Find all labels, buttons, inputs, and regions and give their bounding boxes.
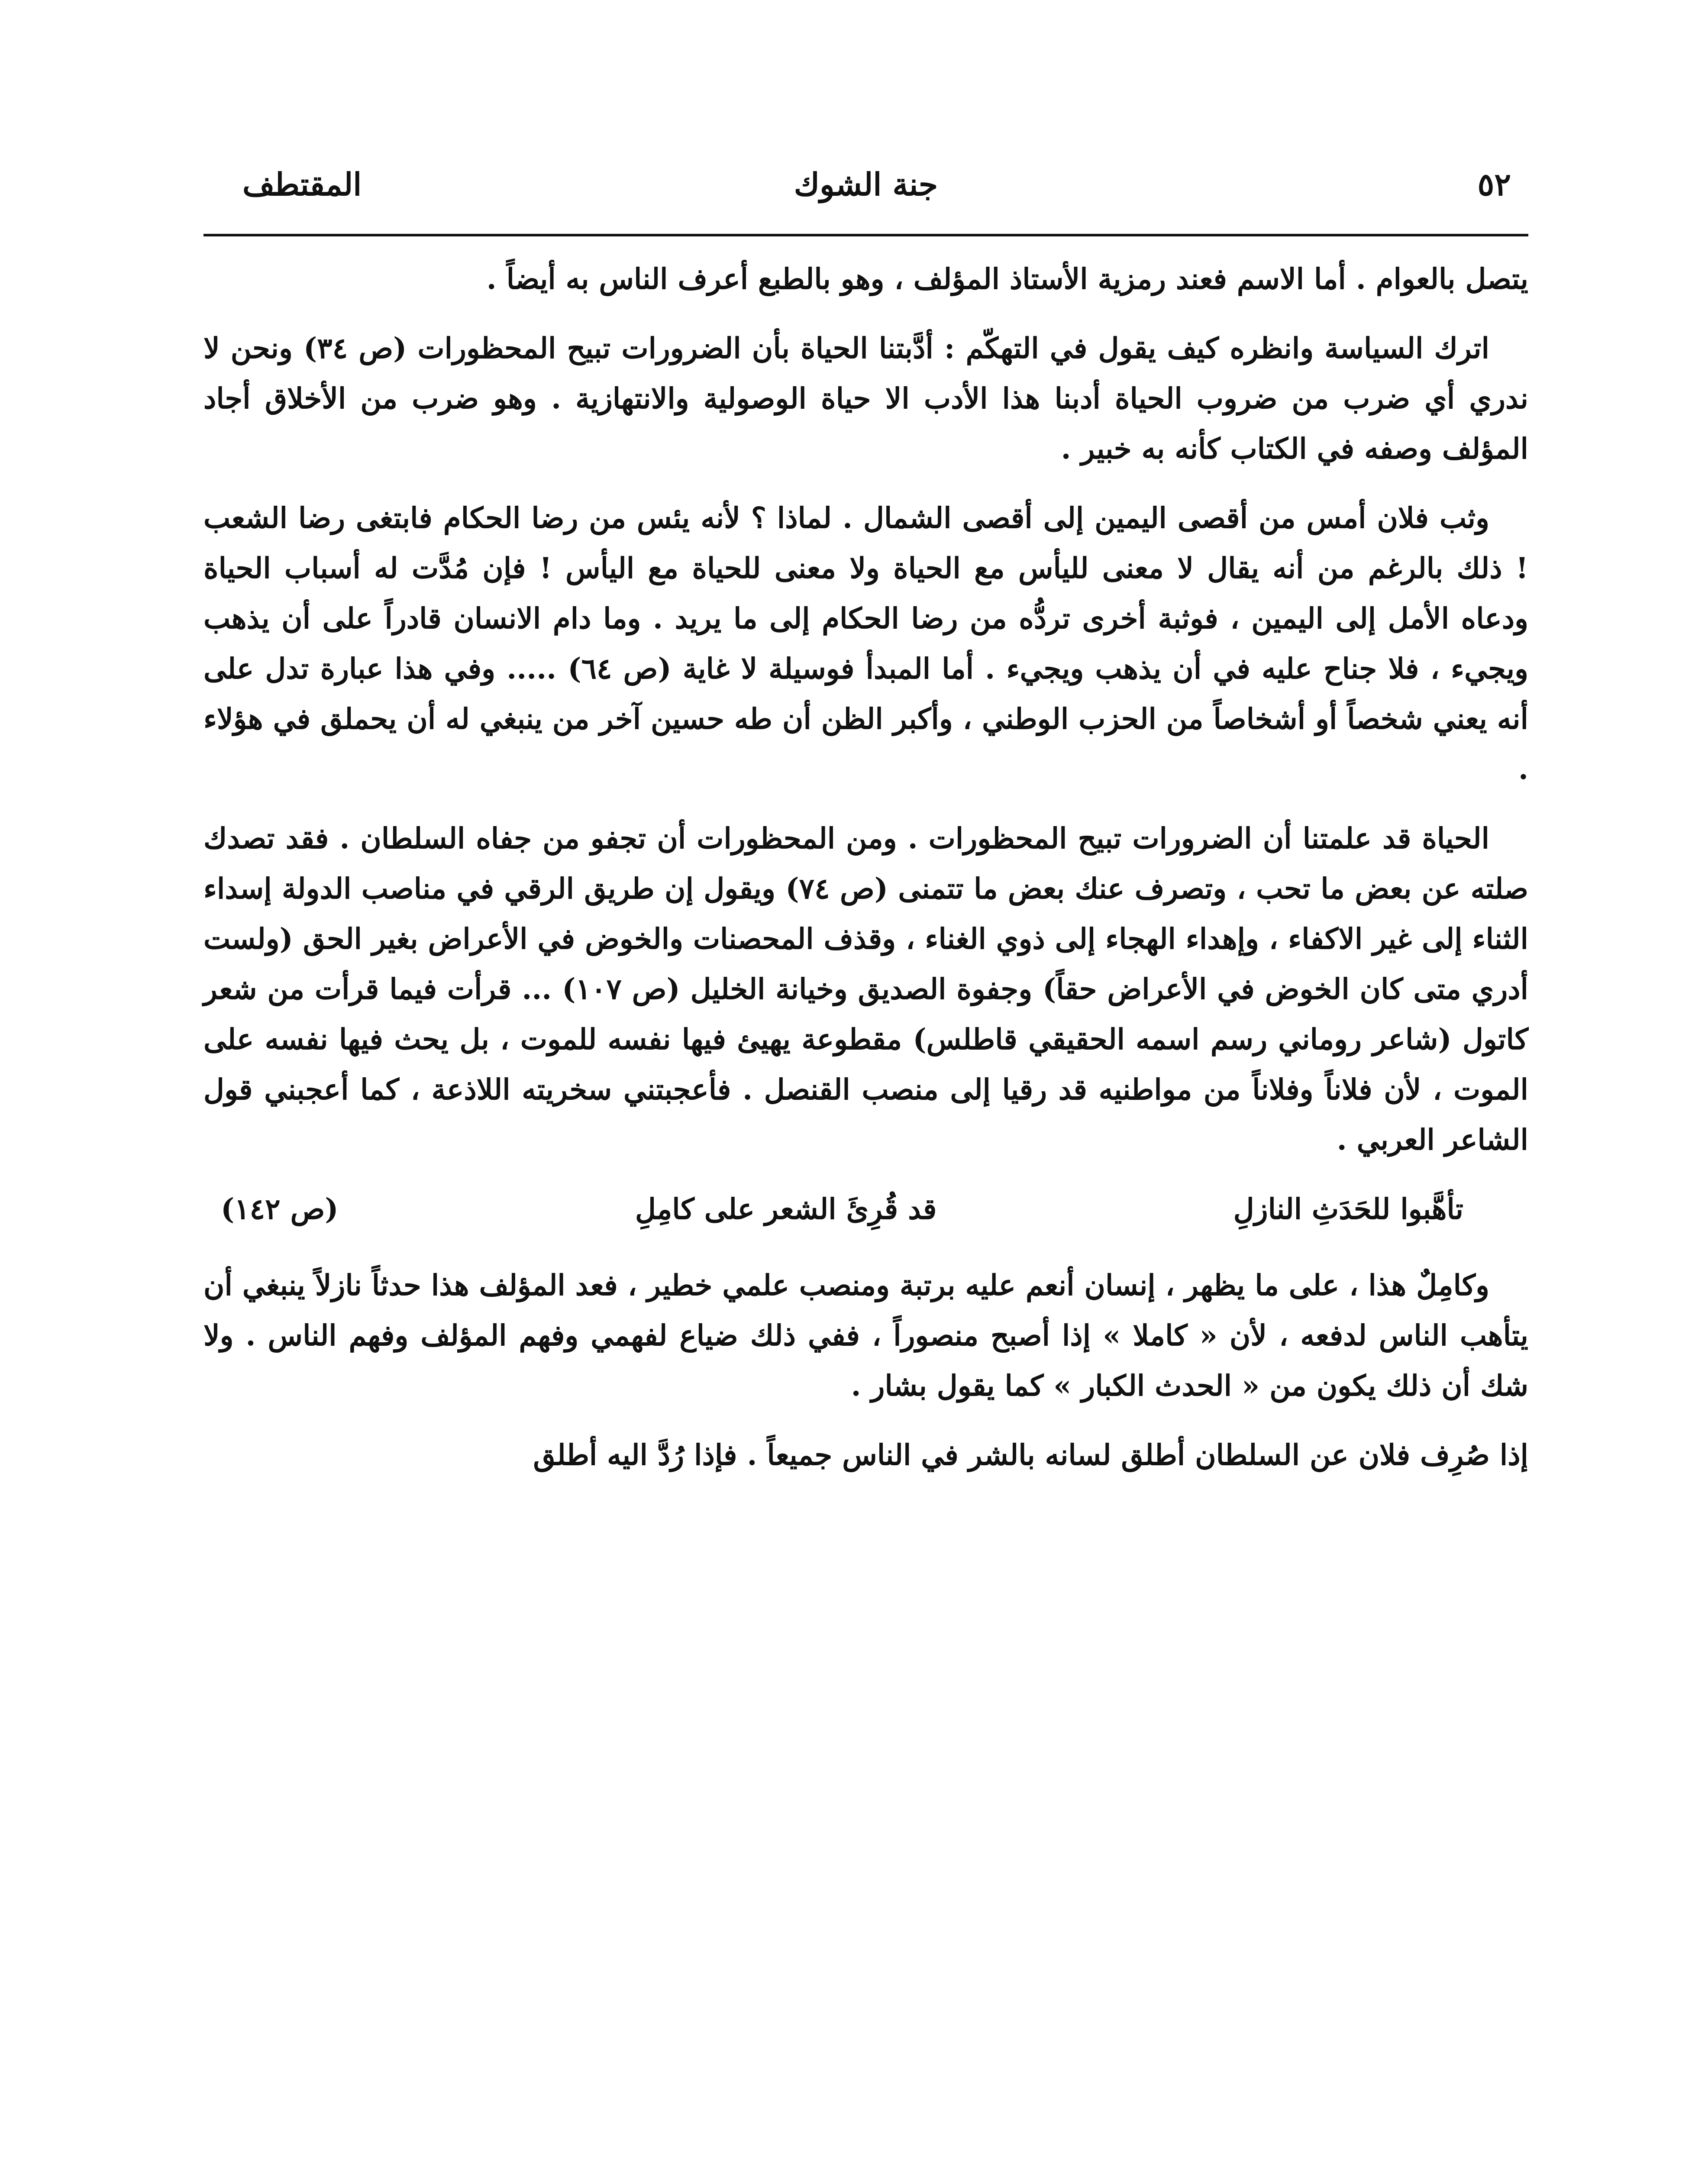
header-rule	[203, 234, 1528, 236]
paragraph: وثب فلان أمس من أقصى اليمين إلى أقصى الشمال . لماذا ؟ لأنه يئس من رضا الحكام فابتغى رضا الشعب ! ذلك بالرغم من أنه يقال لا معنى لليأس مع الحياة ولا معنى للحياة مع اليأس ! فإن مُدَّت له أسباب الحياة ودعاه الأمل إلى اليمين ، فوثبة أخرى تردُّه من رضا الحكام إلى ما يريد . وما دام الانسان قادراً على أن يذهب ويجيء ، فلا جناح عليه في أن يذهب ويجيء . أما المبدأ فوسيلة لا غاية (ص ٦٤) ..... وفي هذا عبارة تدل على أنه يعني شخصاً أو أشخاصاً من الحزب الوطني ، وأكبر الظن أن طه حسين آخر من ينبغي له أن يحملق في هؤلاء .	[203, 501, 1528, 786]
verse-second-hemistich: قد قُرِئَ الشعر على كامِلِ	[635, 1192, 937, 1226]
poetry-verse	[203, 1184, 1528, 1234]
running-header	[203, 143, 1528, 234]
journal-name: المقتطف	[242, 166, 362, 203]
body-text	[203, 254, 1528, 1480]
paragraph: وكامِلٌ هذا ، على ما يظهر ، إنسان أنعم عليه برتبة ومنصب علمي خطير ، فعد المؤلف هذا حدثاً نازلاً ينبغي أن يتأهب الناس لدفعه ، لأن « كاملا » إذا أصبح منصوراً ، ففي ذلك ضياع لفهمي وفهم المؤلف وفهم الناس . ولا شك أن ذلك يكون من « الحدث الكبار » كما يقول بشار .	[203, 1268, 1528, 1402]
paragraph: يتصل بالعوام . أما الاسم فعند رمزية الأستاذ المؤلف ، وهو بالطبع أعرف الناس به أيضاً .	[486, 262, 1528, 296]
book-page	[203, 143, 1528, 2165]
verse-citation: (ص ١٤٢)	[221, 1192, 339, 1226]
paragraph: إذا صُرِف فلان عن السلطان أطلق لسانه بالشر في الناس جميعاً . فإذا رُدَّ اليه أطلق	[533, 1438, 1528, 1472]
verse-first-hemistich: تأهَّبوا للحَدَثِ النازلِ	[1233, 1192, 1463, 1226]
paragraph: الحياة قد علمتنا أن الضرورات تبيح المحظورات . ومن المحظورات أن تجفو من جفاه السلطان . فقد تصدك صلته عن بعض ما تحب ، وتصرف عنك بعض ما تتمنى (ص ٧٤) ويقول إن طريق الرقي في مناصب الدولة إسداء الثناء إلى غير الاكفاء ، وإهداء الهجاء إلى ذوي الغناء ، وقذف المحصنات والخوض في الأعراض بغير الحق (ولست أدري متى كان الخوض في الأعراض حقاً) وجفوة الصديق وخيانة الخليل (ص ١٠٧) ... قرأت فيما قرأت من شعر كاتول (شاعر روماني رسم اسمه الحقيقي قاطلس) مقطوعة يهيئ فيها نفسه للموت ، بل يحث فيها نفسه على الموت ، لأن فلاناً وفلاناً من مواطنيه قد رقيا إلى منصب القنصل . فأعجبتني سخريته اللاذعة ، كما أعجبني قول الشاعر العربي .	[203, 821, 1528, 1157]
chapter-title: جنة الشوك	[794, 166, 938, 203]
page-number: ٥٢	[1477, 166, 1511, 203]
paragraph: اترك السياسة وانظره كيف يقول في التهكّم : أدَّبتنا الحياة بأن الضرورات تبيح المحظورات (ص ٣٤) ونحن لا ندري أي ضرب من ضروب الحياة أدبنا هذا الأدب الا حياة الوصولية والانتهازية . وهو ضرب من الأخلاق أجاد المؤلف وصفه في الكتاب كأنه به خبير .	[203, 331, 1528, 465]
